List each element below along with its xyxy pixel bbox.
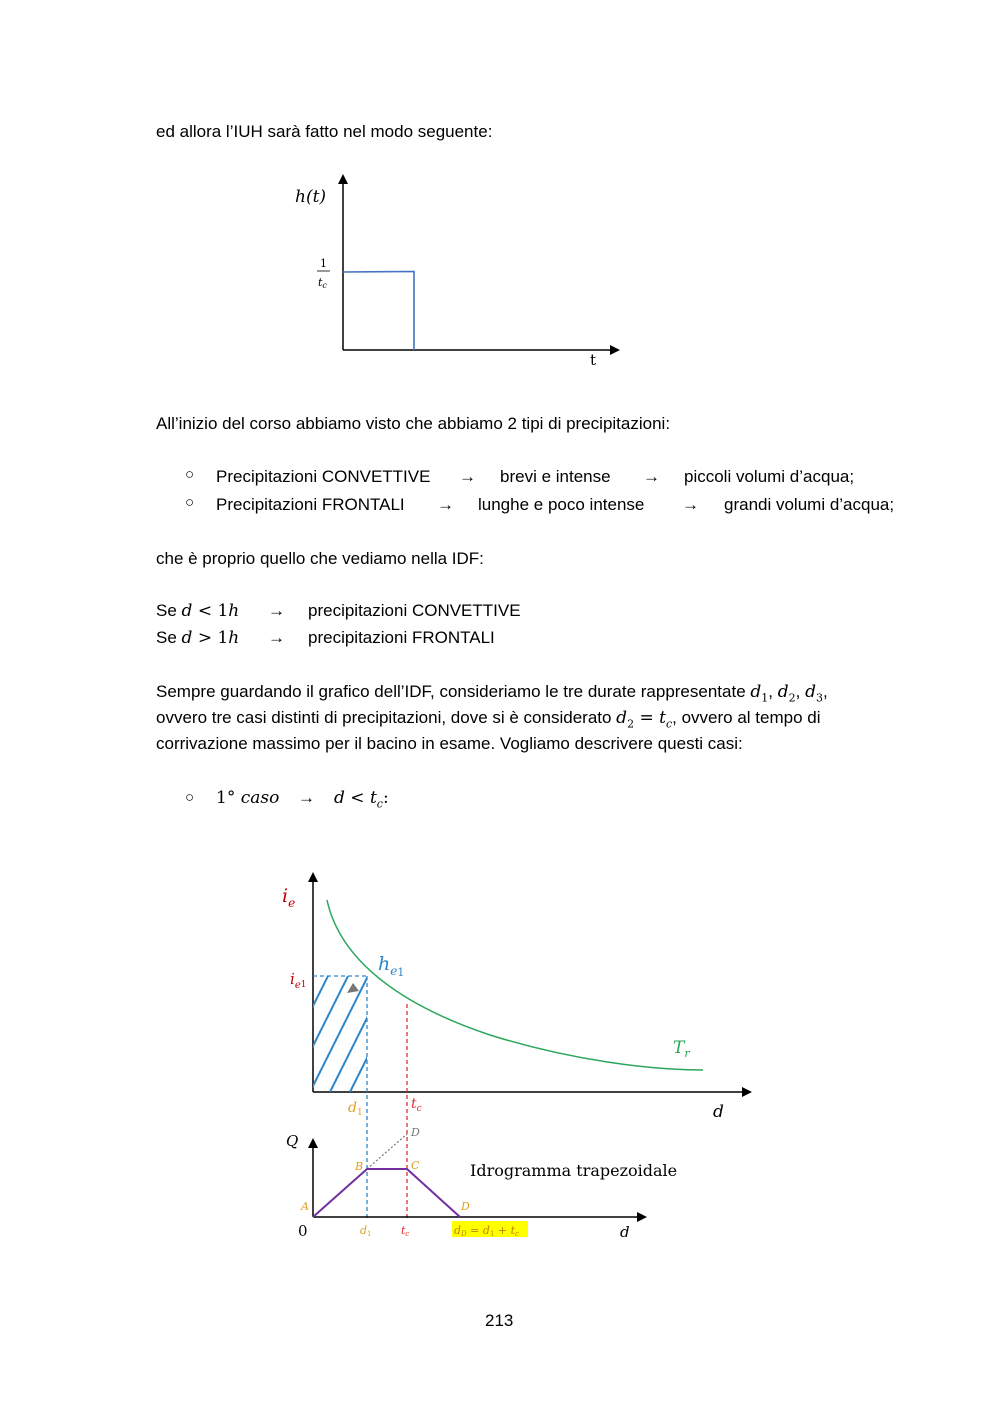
point-a-label: A bbox=[301, 1200, 309, 1213]
iuh-y-tick-num: 1 bbox=[320, 257, 327, 270]
idf-x-label: d bbox=[713, 1102, 724, 1122]
paragraph-line-1: Sempre guardando il grafico dell’IDF, consideriamo le tre durate rappresentate $d_1$, $d_2$, $d_3$, bbox=[156, 682, 828, 705]
paragraph-line-2: ovvero tre casi distinti di precipitazioni, dove si è considerato $d_2 = t_c$, ovvero al tempo di bbox=[156, 708, 821, 731]
bullet-icon: ○ bbox=[185, 494, 195, 511]
paragraph-line-3: corrivazione massimo per il bacino in esame. Vogliamo descrivere questi casi: bbox=[156, 734, 743, 753]
he1-label: $h_e1$ bbox=[378, 953, 405, 979]
page-number: 213 bbox=[485, 1311, 514, 1330]
hydro-tc-label: tc bbox=[401, 1224, 410, 1238]
trapezoid-hydrograph bbox=[313, 1169, 460, 1217]
idf-d1-label: $d_1$ bbox=[348, 1100, 363, 1118]
hydro-triangle-extension bbox=[367, 1134, 407, 1169]
bullet-icon: ○ bbox=[185, 789, 195, 806]
precip-item-frontal-name: Precipitazioni FRONTALI bbox=[216, 495, 405, 514]
case-1-condition: $d < t_c$: bbox=[334, 788, 389, 811]
pointer-icon bbox=[347, 983, 359, 993]
ie1-label: $i_e1$ bbox=[290, 970, 307, 991]
iuh-y-label: h(t) bbox=[295, 187, 327, 207]
precip-item-convective-duration: brevi e intense bbox=[500, 467, 611, 486]
case-1-label: 1° caso bbox=[216, 788, 280, 808]
arrow-icon: → bbox=[643, 467, 660, 486]
iuh-y-tick-den: tc bbox=[318, 276, 327, 290]
idf-y-label: $i_e$ bbox=[282, 885, 296, 910]
precip-item-convective-name: Precipitazioni CONVETTIVE bbox=[216, 467, 431, 486]
precip-item-frontal-duration: lunghe e poco intense bbox=[478, 495, 645, 514]
point-d-label: D bbox=[461, 1200, 470, 1213]
hydro-dd-label: dD = d1 + tc bbox=[454, 1224, 519, 1238]
arrow-icon: → bbox=[268, 601, 285, 620]
point-b-label: B bbox=[355, 1160, 364, 1173]
hydro-origin: 0 bbox=[298, 1222, 308, 1240]
hydro-y-label: Q bbox=[286, 1132, 299, 1150]
arrow-icon: → bbox=[459, 467, 476, 486]
point-c-label: C bbox=[411, 1159, 420, 1172]
iuh-chart bbox=[280, 168, 640, 373]
arrow-icon: → bbox=[268, 628, 285, 647]
idf-hydrograph-figure bbox=[270, 860, 770, 1250]
intro-text: ed allora l’IUH sarà fatto nel modo seguente: bbox=[156, 122, 493, 141]
idf-case-convective-result: precipitazioni CONVETTIVE bbox=[308, 601, 521, 620]
hydro-x-label: d bbox=[620, 1223, 630, 1241]
iuh-x-label: t bbox=[590, 351, 597, 369]
arrow-icon: → bbox=[298, 788, 315, 807]
hydro-d1-label: d1 bbox=[360, 1224, 372, 1238]
precip-intro: All’inizio del corso abbiamo visto che abbiamo 2 tipi di precipitazioni: bbox=[156, 414, 671, 433]
iuh-rectangle bbox=[343, 272, 414, 351]
arrow-icon: → bbox=[437, 495, 454, 514]
idf-case-frontal: Se d > 1h bbox=[156, 628, 240, 648]
bullet-icon: ○ bbox=[185, 466, 195, 483]
point-d2-label: D bbox=[411, 1126, 420, 1139]
precip-item-convective-volume: piccoli volumi d’acqua; bbox=[684, 467, 855, 486]
tr-label: $T_r$ bbox=[673, 1038, 690, 1060]
idf-case-convective: Se d < 1h bbox=[156, 601, 240, 621]
idf-tc-label: $t_c$ bbox=[411, 1096, 422, 1114]
idf-intro: che è proprio quello che vediamo nella IDF: bbox=[156, 549, 484, 568]
idf-case-frontal-result: precipitazioni FRONTALI bbox=[308, 628, 495, 647]
arrow-icon: → bbox=[682, 495, 699, 514]
precip-item-frontal-volume: grandi volumi d’acqua; bbox=[724, 495, 895, 514]
hydro-title: Idrogramma trapezoidale bbox=[470, 1161, 678, 1180]
idf-curve bbox=[327, 900, 703, 1070]
